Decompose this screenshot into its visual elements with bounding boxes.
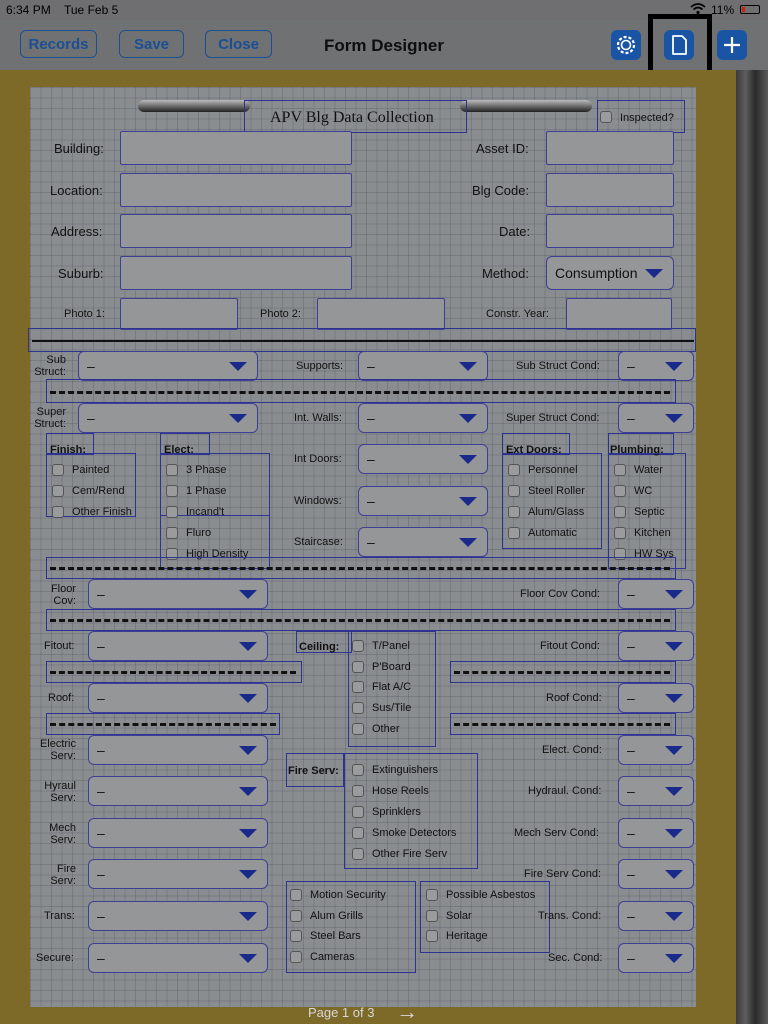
cem-rend-label: Cem/Rend [72,485,125,497]
settings-gear-button[interactable] [611,30,641,60]
floor-cov-select[interactable]: – [88,579,268,609]
heritage-label: Heritage [446,930,488,942]
int-doors-label: Int Doors: [294,453,342,465]
other-finish-checkbox[interactable] [52,506,64,518]
electric-serv-select[interactable]: – [88,735,268,765]
alum-grills-checkbox[interactable] [290,910,302,922]
ceiling-other-label: Other [372,723,400,735]
secure-label: Secure: [36,952,74,964]
battery-icon [740,5,760,14]
floor-cov-cond-label: Floor Cov Cond: [520,588,601,600]
pboard-checkbox[interactable] [352,661,364,673]
supports-label: Supports: [296,360,344,372]
pboard-label: P'Board [372,661,411,673]
trans-cond-select[interactable]: – [618,901,694,931]
windows-label: Windows: [294,495,342,507]
page-indicator [30,999,696,1024]
painted-checkbox[interactable] [52,464,64,476]
chevron-down-icon [229,414,247,423]
solar-label: Solar [446,910,472,922]
septic-label: Septic [634,506,665,518]
automatic-checkbox[interactable] [508,527,520,539]
chevron-down-icon [665,694,683,703]
chevron-down-icon [665,590,683,599]
kitchen-label: Kitchen [634,527,671,539]
blg-code-field[interactable] [546,173,674,207]
method-label: Method: [482,266,529,281]
hyraul-serv-label: Hyraul Serv: [44,780,76,804]
plumbing-title: Plumbing: [610,444,664,456]
suburb-label: Suburb: [58,266,104,281]
steel-roller-label: Steel Roller [528,485,585,497]
steel-roller-checkbox[interactable] [508,485,520,497]
records-button[interactable]: Records [20,30,97,58]
finish-title: Finish: [50,444,87,456]
status-date: Tue Feb 5 [64,3,119,17]
page-label: Page 1 of 3 [307,1005,375,1020]
alum-glass-checkbox[interactable] [508,506,520,518]
sub-struct-label: Sub Struct: [34,354,66,378]
extinguishers-checkbox[interactable] [352,764,364,776]
int-walls-select[interactable]: – [358,403,488,433]
trans-select[interactable]: – [88,901,268,931]
sec-cond-label: Sec. Cond: [548,952,603,964]
dashed-divider [454,723,670,726]
painted-label: Painted [72,464,110,476]
chevron-down-icon [239,694,257,703]
supports-select[interactable]: – [358,351,488,381]
chevron-down-icon [239,642,257,651]
elect-cond-label: Elect. Cond: [542,744,602,756]
dashed-divider [50,671,296,674]
roof-select[interactable]: – [88,683,268,713]
date-label: Date: [499,224,531,239]
method-select[interactable] [546,256,674,290]
kitchen-checkbox[interactable] [614,527,626,539]
sec-cond-select[interactable]: – [618,943,694,973]
fire-serv-select[interactable]: – [88,859,268,889]
wc-checkbox[interactable] [614,485,626,497]
background-edge [736,70,768,1024]
cameras-checkbox[interactable] [290,951,302,963]
form-page [30,87,696,1007]
building-field[interactable] [120,131,352,165]
floor-cov-label: Floor Cov: [50,583,76,607]
other-fire-serv-checkbox[interactable] [352,848,364,860]
steel-bars-checkbox[interactable] [290,930,302,942]
incandt-checkbox[interactable] [166,506,178,518]
int-doors-select[interactable]: – [358,444,488,474]
constr-year-field[interactable] [566,298,672,330]
fire-serv-cond-label: Fire Serv Cond: [524,868,602,880]
building-label: Building: [54,141,104,156]
date-field[interactable] [546,214,674,248]
blg-code-label: Blg Code: [472,183,530,198]
1-phase-label: 1 Phase [186,485,227,497]
super-struct-label: Super Struct: [34,406,66,430]
photo2-field[interactable] [317,298,445,330]
motion-security-checkbox[interactable] [290,889,302,901]
add-button[interactable] [717,30,747,60]
1-phase-checkbox[interactable] [166,485,178,497]
extinguishers-label: Extinguishers [372,764,439,776]
flat-ac-label: Flat A/C [372,681,412,693]
water-label: Water [634,464,663,476]
super-struct-cond-select[interactable]: – [618,403,694,433]
septic-checkbox[interactable] [614,506,626,518]
super-struct-cond-label: Super Struct Cond: [506,412,600,424]
mech-serv-select[interactable]: – [88,818,268,848]
elect-title: Elect: [164,444,194,456]
heritage-checkbox[interactable] [426,930,438,942]
water-checkbox[interactable] [614,464,626,476]
wc-label: WC [634,485,653,497]
trans-cond-label: Trans. Cond: [538,910,602,922]
suburb-field[interactable] [120,256,352,290]
dashed-divider [50,619,670,622]
save-button[interactable]: Save [119,30,184,58]
ext-doors-title: Ext Doors: [506,444,562,456]
chevron-down-icon [665,642,683,651]
chevron-down-icon [239,912,257,921]
dashed-divider [50,567,670,570]
solar-checkbox[interactable] [426,910,438,922]
chevron-down-icon [459,497,477,506]
ceiling-other-checkbox[interactable] [352,723,364,735]
cameras-label: Cameras [310,951,355,963]
fire-serv-left-label: Fire Serv: [50,863,76,887]
floor-cov-cond-select[interactable]: – [618,579,694,609]
next-page-arrow-icon[interactable]: → [396,999,419,1024]
battery-text: 11% [711,3,735,17]
address-label: Address: [51,224,103,239]
incandt-label: Incand't [186,506,225,518]
gear-icon [611,30,641,60]
hw-sys-label: HW Sys [634,548,674,560]
chevron-down-icon [665,414,683,423]
chevron-down-icon [665,870,683,879]
chevron-down-icon [665,912,683,921]
sub-struct-select[interactable]: – [78,351,258,381]
inspected-label: Inspected? [620,112,674,124]
fluro-label: Fluro [186,527,212,539]
dashed-divider [50,391,670,394]
smoke-detectors-label: Smoke Detectors [372,827,457,839]
sub-struct-cond-label: Sub Struct Cond: [516,360,600,372]
chevron-down-icon [239,787,257,796]
constr-year-label: Constr. Year: [486,308,549,320]
title-bar-left [138,100,250,112]
chevron-down-icon [239,954,257,963]
possible-asbestos-checkbox[interactable] [426,889,438,901]
fire-serv-title: Fire Serv: [288,765,339,777]
t-panel-label: T/Panel [372,640,410,652]
staircase-select[interactable]: – [358,527,488,557]
alum-glass-label: Alum/Glass [528,506,585,518]
chevron-down-icon [459,538,477,547]
address-field[interactable] [120,214,352,248]
fluro-checkbox[interactable] [166,527,178,539]
photo1-field[interactable] [120,298,238,330]
photo2-label: Photo 2: [260,308,301,320]
document-button-highlight [648,14,712,78]
t-panel-checkbox[interactable] [352,640,364,652]
fitout-cond-select[interactable]: – [618,631,694,661]
hose-reels-checkbox[interactable] [352,785,364,797]
possible-asbestos-label: Possible Asbestos [446,889,536,901]
3-phase-checkbox[interactable] [166,464,178,476]
sprinklers-checkbox[interactable] [352,806,364,818]
personnel-checkbox[interactable] [508,464,520,476]
elect-cond-select[interactable]: – [618,735,694,765]
sub-struct-cond-select[interactable]: – [618,351,694,381]
photo1-label: Photo 1: [64,308,105,320]
mech-serv-label: Mech Serv: [49,822,76,846]
chevron-down-icon [229,362,247,371]
int-walls-label: Int. Walls: [294,412,342,424]
hydraul-cond-label: Hydraul. Cond: [528,785,602,797]
3-phase-label: 3 Phase [186,464,227,476]
hyraul-serv-select[interactable]: – [88,776,268,806]
location-label: Location: [50,183,103,198]
chevron-down-icon [645,269,663,278]
other-finish-label: Other Finish [72,506,132,518]
chevron-down-icon [665,787,683,796]
sprinklers-label: Sprinklers [372,806,421,818]
cem-rend-checkbox[interactable] [52,485,64,497]
chevron-down-icon [665,954,683,963]
method-value: Consumption [555,265,638,281]
dashed-divider [454,671,670,674]
personnel-label: Personnel [528,464,578,476]
smoke-detectors-checkbox[interactable] [352,827,364,839]
hose-reels-label: Hose Reels [372,785,429,797]
chevron-down-icon [665,362,683,371]
fitout-select[interactable]: – [88,631,268,661]
motion-security-label: Motion Security [310,889,386,901]
sus-tile-label: Sus/Tile [372,702,412,714]
asset-id-label: Asset ID: [476,141,529,156]
chevron-down-icon [239,746,257,755]
super-struct-select[interactable]: – [78,403,258,433]
chevron-down-icon [459,455,477,464]
trans-label: Trans: [44,910,75,922]
chevron-down-icon [239,829,257,838]
chevron-down-icon [665,829,683,838]
inspected-checkbox[interactable] [600,111,612,123]
roof-cond-label: Roof Cond: [546,692,602,704]
close-button[interactable]: Close [205,30,272,58]
title-bar-right [460,100,592,112]
asset-id-field[interactable] [546,131,674,165]
windows-select[interactable]: – [358,486,488,516]
fitout-label: Fitout: [44,640,75,652]
location-field[interactable] [120,173,352,207]
nav-title: Form Designer [324,36,444,55]
mech-serv-cond-select[interactable]: – [618,818,694,848]
form-title: APV Blg Data Collection [270,109,434,126]
high-density-label: High Density [186,548,249,560]
fitout-cond-label: Fitout Cond: [540,640,600,652]
ceiling-title: Ceiling: [299,641,340,653]
other-fire-serv-label: Other Fire Serv [372,848,448,860]
flat-ac-checkbox[interactable] [352,681,364,693]
roof-cond-select[interactable]: – [618,683,694,713]
alum-grills-label: Alum Grills [310,910,364,922]
roof-label: Roof: [48,692,75,704]
steel-bars-label: Steel Bars [310,930,361,942]
mech-serv-cond-label: Mech Serv Cond: [514,827,599,839]
electric-serv-label: Electric Serv: [39,738,76,762]
sus-tile-checkbox[interactable] [352,702,364,714]
chevron-down-icon [239,590,257,599]
status-time: 6:34 PM [6,3,51,17]
fire-serv-cond-select[interactable]: – [618,859,694,889]
chevron-down-icon [239,870,257,879]
plus-icon [717,30,747,60]
hydraul-cond-select[interactable]: – [618,776,694,806]
chevron-down-icon [459,362,477,371]
staircase-label: Staircase: [294,536,343,548]
secure-select[interactable]: – [88,943,268,973]
automatic-label: Automatic [528,527,577,539]
divider-line [32,340,694,342]
chevron-down-icon [459,414,477,423]
dashed-divider [50,723,276,726]
chevron-down-icon [665,746,683,755]
